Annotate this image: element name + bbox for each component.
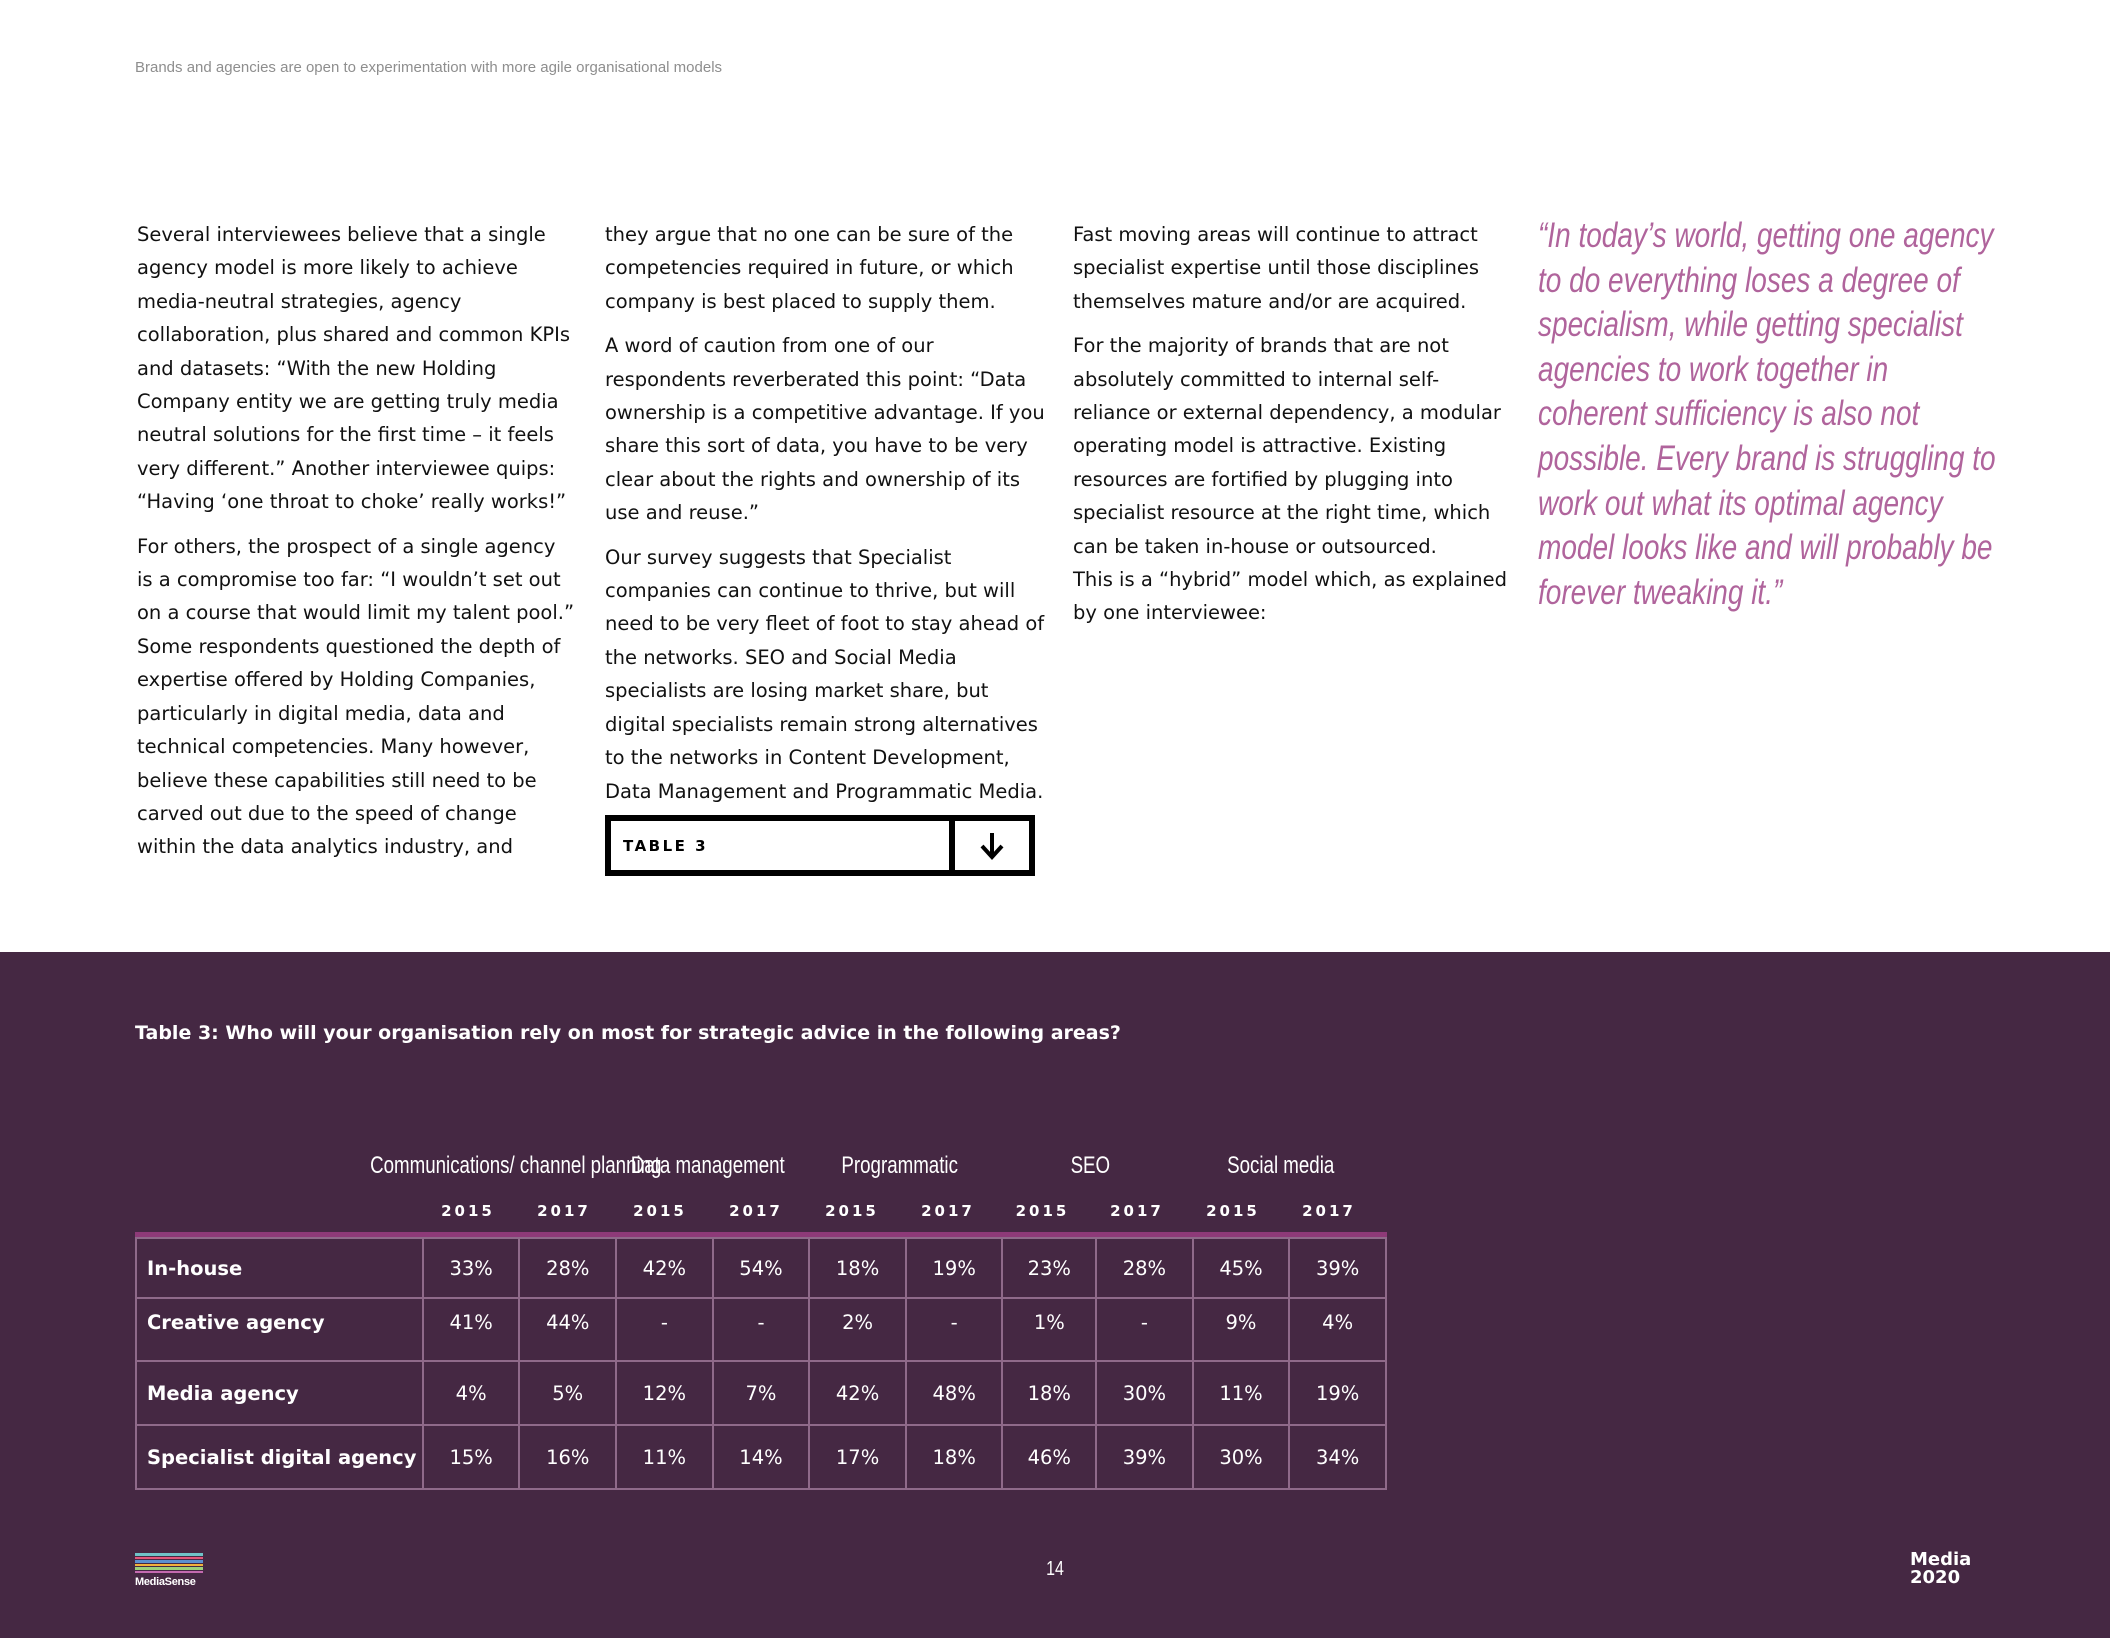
table-cell: 45% [1193, 1238, 1290, 1298]
year-header: 2017 [1302, 1202, 1356, 1220]
table-cell: 16% [519, 1425, 616, 1489]
year-header: 2015 [825, 1202, 879, 1220]
table-cell: 2% [809, 1298, 906, 1361]
table-cell: 19% [906, 1238, 1003, 1298]
table-row [136, 1298, 1386, 1361]
pull-quote: “In today’s world, getting one agency to do everything loses a degree of specialism, while getting specialist agencies to work together in coherent sufficiency is also not possible. Every brand is struggling to work out what its optimal agency model looks like and will probably be forever tweaking it.” [1538, 216, 1996, 612]
table-cell: 11% [1193, 1361, 1290, 1425]
table-cell: 34% [1289, 1425, 1386, 1489]
data-table [135, 1237, 1387, 1490]
table-cell: 30% [1096, 1361, 1193, 1425]
group-header-communications: Communications/ channel planning [370, 1152, 662, 1179]
running-head: Brands and agencies are open to experimentation with more agile organisational models [135, 59, 723, 76]
group-header-programmatic: Programmatic [841, 1152, 959, 1179]
table-cell: - [616, 1298, 713, 1361]
table-cell: 42% [616, 1238, 713, 1298]
table-cell: 1% [1002, 1298, 1096, 1361]
table-cell: 30% [1193, 1425, 1290, 1489]
table-cell: 46% [1002, 1425, 1096, 1489]
year-header: 2017 [921, 1202, 975, 1220]
table-cell: - [713, 1298, 810, 1361]
table-title: Table 3: Who will your organisation rely on most for strategic advice in the following areas? [135, 1022, 1121, 1044]
table-row [136, 1425, 1386, 1489]
body-column-1 [137, 218, 577, 875]
table-cell: 9% [1193, 1298, 1290, 1361]
paragraph: Several interviewees believe that a single agency model is more likely to achieve media-neutral strategies, agency collaboration, plus shared and common KPIs and datasets: “With the new Holding Company entity we are getting truly media neutral solutions for the first time – it feels very different.” Another interviewee quips: “Having ‘one throat to choke’ really works!” [137, 223, 571, 514]
paragraph: For the majority of brands that are not absolutely committed to internal self-reliance or external dependency, a modular operating model is attractive. Existing resources are fortified by plugging into specialist resource at the right time, which can be taken in-house or outsourced. [1073, 334, 1501, 558]
table-cell: 11% [616, 1425, 713, 1489]
row-label: Specialist digital agency [136, 1425, 423, 1489]
paragraph: This is a “hybrid” model which, as explained by one interviewee: [1073, 568, 1507, 625]
table-cell: 33% [423, 1238, 520, 1298]
table-row [136, 1361, 1386, 1425]
brand-line: Media [1910, 1549, 1972, 1570]
table-cell: 19% [1289, 1361, 1386, 1425]
table-cell: 39% [1096, 1425, 1193, 1489]
row-label: In-house [136, 1238, 423, 1298]
row-label: Media agency [136, 1361, 423, 1425]
table-cell: 14% [713, 1425, 810, 1489]
table-cell: 48% [906, 1361, 1003, 1425]
body-column-2 [605, 218, 1045, 819]
group-header-data-management: Data management [631, 1152, 786, 1179]
table-cell: 5% [519, 1361, 616, 1425]
year-header: 2015 [633, 1202, 687, 1220]
row-label: Creative agency [136, 1298, 423, 1361]
year-header: 2017 [537, 1202, 591, 1220]
group-header-social-media: Social media [1227, 1152, 1335, 1179]
year-header: 2017 [1110, 1202, 1164, 1220]
table-cell: 42% [809, 1361, 906, 1425]
table-cell: 18% [906, 1425, 1003, 1489]
arrow-down-icon [949, 821, 1029, 870]
table-row [136, 1238, 1386, 1298]
table-cell: 4% [1289, 1298, 1386, 1361]
year-header: 2017 [729, 1202, 783, 1220]
table-cell: 4% [423, 1361, 520, 1425]
logo-text: MediaSense [135, 1576, 196, 1588]
year-header: 2015 [1015, 1202, 1070, 1220]
table-cell: 18% [809, 1238, 906, 1298]
table-cell: - [1096, 1298, 1193, 1361]
year-header: 2015 [441, 1202, 495, 1220]
brand-mark [1910, 1551, 1971, 1587]
table-cell: 18% [1002, 1361, 1096, 1425]
table-cell: 28% [519, 1238, 616, 1298]
table-cell: 39% [1289, 1238, 1386, 1298]
paragraph: For others, the prospect of a single agency is a compromise too far: “I wouldn’t set out on a course that would limit my talent pool.” Some respondents questioned the depth of expertise offered by Holding Companies, particularly in digital media, data and technical competencies. Many however, believe these capabilities still need to be carved out due to the speed of change within the data analytics industry, and [137, 534, 575, 859]
table-cell: 44% [519, 1298, 616, 1361]
group-header-seo: SEO [1070, 1152, 1111, 1179]
table-cell: 23% [1002, 1238, 1096, 1298]
paragraph: they argue that no one can be sure of the competencies required in future, or which company is best placed to supply them. [605, 223, 1014, 313]
table-cell: 7% [713, 1361, 810, 1425]
body-column-3 [1073, 218, 1513, 641]
paragraph: Our survey suggests that Specialist companies can continue to thrive, but will need to be very fleet of foot to stay ahead of the networks. SEO and Social Media specialists are losing market share, but digital specialists remain strong alternatives to the networks in Content Development, Data Management and Programmatic Media. [605, 545, 1045, 803]
year-header: 2015 [1206, 1202, 1260, 1220]
table-cell: 54% [713, 1238, 810, 1298]
table-cell: 17% [809, 1425, 906, 1489]
paragraph: Fast moving areas will continue to attract specialist expertise until those disciplines themselves mature and/or are acquired. [1073, 223, 1479, 313]
table-cell: 41% [423, 1298, 520, 1361]
table-cell: - [906, 1298, 1003, 1361]
table-cell: 12% [616, 1361, 713, 1425]
page-number: 14 [1046, 1558, 1064, 1580]
table-link-label: TABLE 3 [623, 836, 709, 855]
table-cell: 28% [1096, 1238, 1193, 1298]
table-3-link-button[interactable] [605, 815, 1035, 876]
table-cell: 15% [423, 1425, 520, 1489]
paragraph: A word of caution from one of our respondents reverberated this point: “Data ownership is a competitive advantage. If you share this sort of data, you have to be very clear about the rights and ownership of its use and reuse.” [605, 334, 1045, 525]
brand-line: 2020 [1910, 1567, 1961, 1588]
